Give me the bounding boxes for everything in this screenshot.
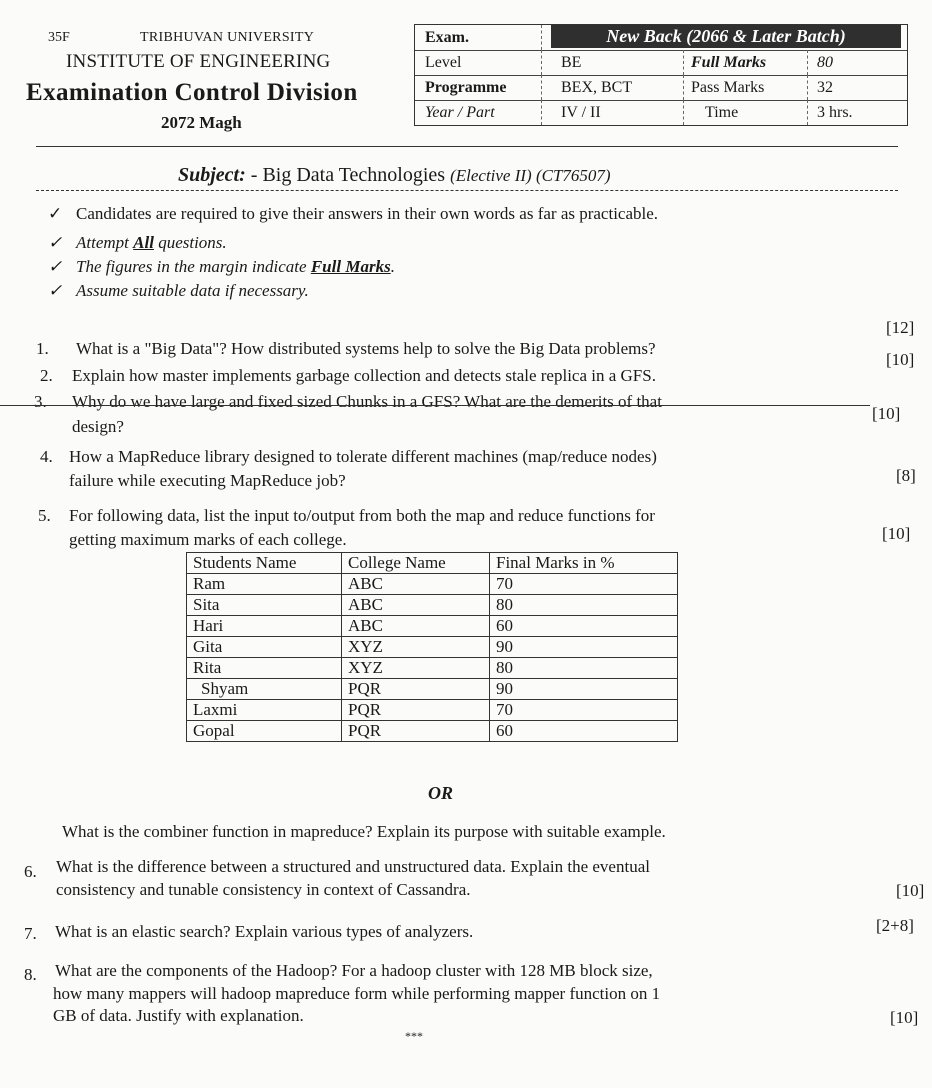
q7-marks: [2+8] (876, 916, 914, 935)
programme-value: BEX, BCT (561, 79, 633, 96)
table-cell: 70 (490, 574, 678, 595)
q2-marks: [10] (886, 350, 915, 369)
marks-table (186, 552, 678, 742)
exam-type-banner: New Back (2066 & Later Batch) (551, 25, 901, 48)
table-cell: XYZ (342, 658, 490, 679)
table-cell: Gopal (187, 721, 342, 742)
end-marker: *** (405, 1029, 423, 1043)
table-header-row (187, 553, 678, 574)
check-icon: ✓ (48, 233, 63, 252)
table-header: Final Marks in % (490, 553, 678, 574)
pass-marks-label: Pass Marks (691, 79, 765, 96)
table-header: Students Name (187, 553, 342, 574)
table-cell: Ram (187, 574, 342, 595)
exam-session: 2072 Magh (161, 113, 242, 132)
table-cell: Hari (187, 616, 342, 637)
q5-alternative-text: What is the combiner function in mapreduce? Explain its purpose with suitable example. (62, 822, 666, 841)
subject-name: - Big Data Technologies (250, 164, 446, 186)
year-part-label: Year / Part (425, 104, 495, 121)
q4-number: 4. (40, 447, 53, 466)
exam-label: Exam. (425, 29, 469, 46)
table-cell: Sita (187, 595, 342, 616)
instruction-1: ✓ Candidates are required to give their answers in their own words as far as practicable. (48, 204, 659, 223)
university-name: TRIBHUVAN UNIVERSITY (140, 30, 315, 45)
time-value: 3 hrs. (817, 104, 853, 121)
q1-text: What is a "Big Data"? How distributed systems help to solve the Big Data problems? (76, 339, 656, 358)
table-cell: 90 (490, 679, 678, 700)
info-row-exam (415, 25, 907, 51)
table-cell: PQR (342, 721, 490, 742)
q4-text-line2: failure while executing MapReduce job? (69, 471, 346, 490)
info-row-level (415, 50, 907, 76)
table-cell: PQR (342, 679, 490, 700)
header-divider (36, 146, 898, 147)
table-cell: Shyam (187, 679, 342, 700)
institute-name: INSTITUTE OF ENGINEERING (66, 51, 331, 72)
table-cell: 60 (490, 616, 678, 637)
check-icon: ✓ (48, 257, 63, 276)
q2-text: Explain how master implements garbage collection and detects stale replica in a GFS. (72, 366, 656, 385)
q3-number: 3. (34, 392, 47, 411)
level-value: BE (561, 54, 582, 71)
q8-text-line3: GB of data. Justify with explanation. (53, 1006, 304, 1025)
table-row (187, 637, 678, 658)
table-cell: Laxmi (187, 700, 342, 721)
subject-label: Subject: (178, 164, 246, 186)
or-separator: OR (428, 783, 454, 803)
table-row (187, 700, 678, 721)
q3-text-line2: design? (72, 417, 124, 436)
subject-divider (36, 190, 898, 191)
instruction-4: ✓ Assume suitable data if necessary. (48, 281, 309, 300)
q4-text-line1: How a MapReduce library designed to tolerate different machines (map/reduce nodes) (69, 447, 657, 466)
instruction-3: ✓ The figures in the margin indicate Full Marks. (48, 257, 395, 276)
subject-detail: (Elective II) (CT76507) (450, 166, 611, 185)
year-part-value: IV / II (561, 104, 601, 121)
q7-text: What is an elastic search? Explain various types of analyzers. (55, 922, 474, 941)
table-cell: 60 (490, 721, 678, 742)
subject-line (178, 164, 611, 187)
info-row-year (415, 100, 907, 125)
q8-marks: [10] (890, 1008, 919, 1027)
division-name: Examination Control Division (26, 79, 358, 106)
q1-number: 1. (36, 339, 49, 358)
table-row (187, 595, 678, 616)
table-cell: Gita (187, 637, 342, 658)
q8-number: 8. (24, 965, 37, 984)
time-label: Time (705, 104, 739, 121)
table-cell: ABC (342, 595, 490, 616)
q3-text-line1: Why do we have large and fixed sized Chunks in a GFS? What are the demerits of that (72, 392, 662, 411)
table-cell: ABC (342, 616, 490, 637)
q6-number: 6. (24, 862, 37, 881)
table-cell: Rita (187, 658, 342, 679)
table-cell: XYZ (342, 637, 490, 658)
table-row (187, 679, 678, 700)
table-header: College Name (342, 553, 490, 574)
check-icon: ✓ (48, 281, 63, 300)
q6-marks: [10] (896, 881, 925, 900)
pass-marks-value: 32 (817, 79, 833, 96)
q3-strikethrough (0, 405, 870, 406)
exam-info-box (414, 24, 908, 126)
q6-text-line1: What is the difference between a structured and unstructured data. Explain the eventual (56, 857, 650, 876)
q6-text-line2: consistency and tunable consistency in context of Cassandra. (56, 880, 471, 899)
table-row (187, 574, 678, 595)
programme-label: Programme (425, 79, 507, 96)
table-row (187, 721, 678, 742)
q7-number: 7. (24, 924, 37, 943)
paper-code: 35F (48, 30, 70, 45)
q5-number: 5. (38, 506, 51, 525)
q5-marks: [10] (882, 524, 911, 543)
q2-number: 2. (40, 366, 53, 385)
table-cell: 70 (490, 700, 678, 721)
q5-text-line2: getting maximum marks of each college. (69, 530, 347, 549)
q3-marks: [10] (872, 404, 901, 423)
q1-marks: [12] (886, 318, 915, 337)
q8-text-line1: What are the components of the Hadoop? For a hadoop cluster with 128 MB block size, (55, 961, 653, 980)
full-marks-value: 80 (817, 54, 833, 71)
table-cell: PQR (342, 700, 490, 721)
q4-marks: [8] (896, 466, 916, 485)
level-label: Level (425, 54, 462, 71)
q5-text-line1: For following data, list the input to/output from both the map and reduce functions for (69, 506, 655, 525)
table-cell: ABC (342, 574, 490, 595)
instruction-2: ✓ Attempt All questions. (48, 233, 227, 252)
table-row (187, 616, 678, 637)
check-icon: ✓ (48, 204, 63, 223)
table-cell: 90 (490, 637, 678, 658)
table-cell: 80 (490, 595, 678, 616)
q8-text-line2: how many mappers will hadoop mapreduce form while performing mapper function on 1 (53, 984, 661, 1003)
full-marks-label: Full Marks (691, 54, 767, 71)
table-row (187, 658, 678, 679)
table-cell: 80 (490, 658, 678, 679)
info-row-programme (415, 75, 907, 101)
